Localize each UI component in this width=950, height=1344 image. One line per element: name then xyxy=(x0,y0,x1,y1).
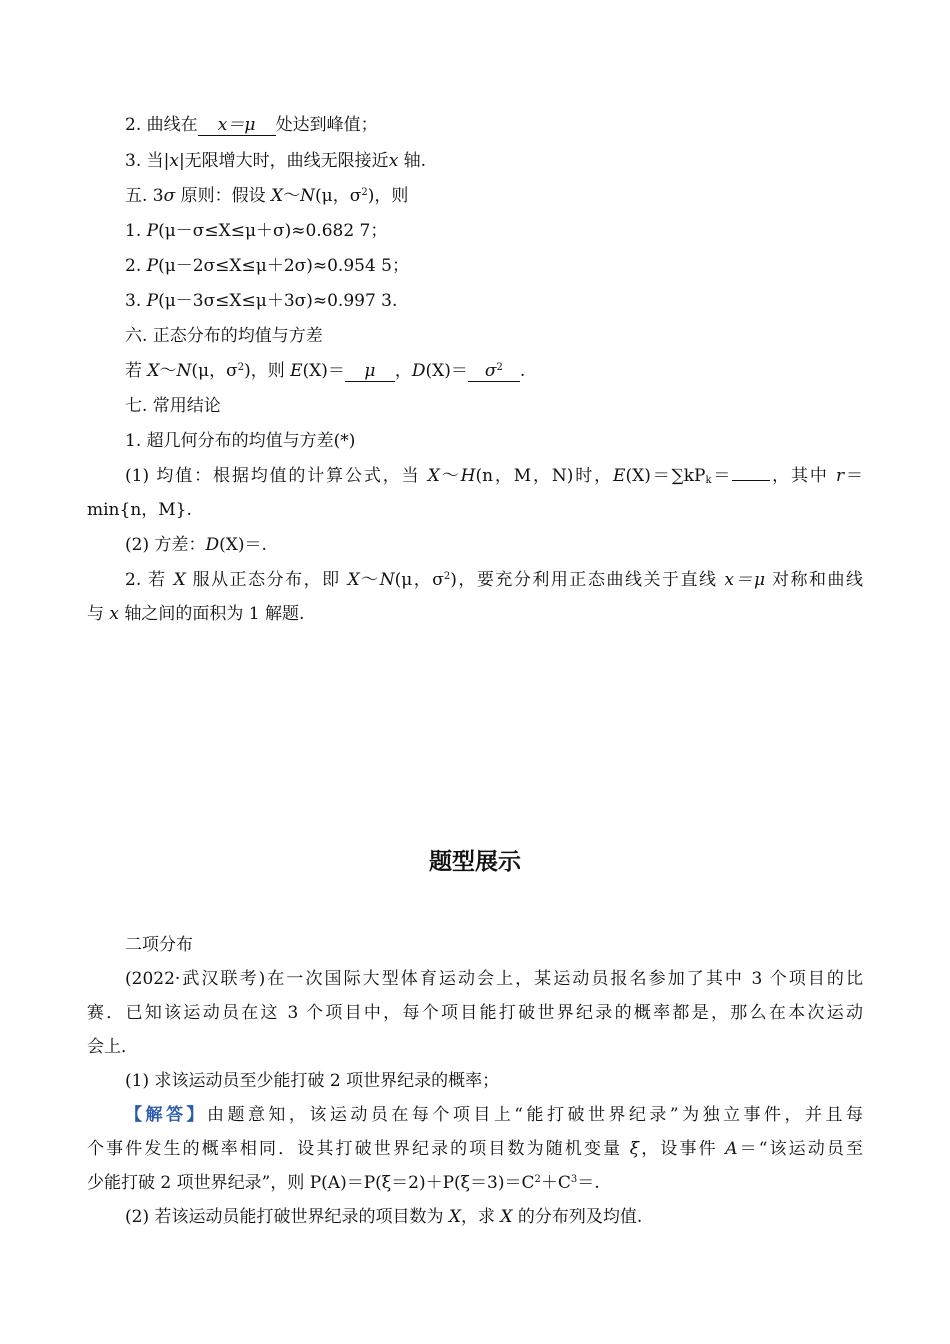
problem-stem-line-2: 赛．已知该运动员在这 3 个项目中，每个项目能打破世界纪录的概率都是，那么在本次运动 xyxy=(87,1003,863,1023)
variance-blank: $\sigma^2$ xyxy=(468,361,520,382)
answer-line-2: 个事件发生的概率相同．设其打破世界纪录的项目数为随机变量 ξ，设事件 A＝“该运动员至 xyxy=(87,1139,863,1159)
problem-topic: 二项分布 xyxy=(125,935,193,955)
three-sigma-heading: 五. 3σ 原则：假设 X～N(μ，$\sigma^2$)，则 xyxy=(125,186,409,206)
three-sigma-item-3: 3. P(μ－3σ≤X≤μ＋3σ)≈0.997 3. xyxy=(125,291,398,311)
normal-usage-line: 2. 若 X 服从正态分布，即 X～N(μ，$\sigma^2$)，要充分利用正态曲线关于直线 x＝μ 对称和曲线 xyxy=(125,570,864,590)
curve-peak-suffix: 处达到峰值； xyxy=(275,115,378,135)
answer-line-1: 【解答】由题意知，该运动员在每个项目上“能打破世界纪录”为独立事件，并且每 xyxy=(125,1105,864,1125)
question-2: (2) 若该运动员能打破世界纪录的项目数为 X，求 X 的分布列及均值. xyxy=(125,1207,643,1227)
three-sigma-item-2: 2. P(μ－2σ≤X≤μ＋2σ)≈0.954 5； xyxy=(125,256,410,276)
conclusions-heading: 七. 常用结论 xyxy=(125,396,221,416)
hypergeometric-heading: 1. 超几何分布的均值与方差(*) xyxy=(125,431,356,451)
hypergeometric-mean-line: (1) 均值：根据均值的计算公式，当 X～H(n，M，N)时，$E(X)=\sum kP_k=$ ，其中 r＝ xyxy=(125,466,864,486)
curve-peak-prefix: 2. 曲线在 xyxy=(125,115,198,135)
answer-tag: 【解答】 xyxy=(125,1105,207,1125)
curve-peak-line xyxy=(125,114,378,136)
section-title: 题型展示 xyxy=(429,849,521,875)
question-1: (1) 求该运动员至少能打破 2 项世界纪录的概率； xyxy=(125,1071,500,1091)
problem-stem-line-3: 会上． xyxy=(87,1037,138,1057)
hypergeometric-variance-line: (2) 方差：D(X)＝. xyxy=(125,535,267,555)
mean-blank: μ xyxy=(345,361,395,382)
curve-peak-blank: x＝μ xyxy=(198,115,276,136)
mean-variance-line: 若 X～N(μ，$\sigma^2$)，则 E(X)＝ μ ，$D(X)= \sigma^2$ . xyxy=(125,361,526,381)
curve-asymptote-line: 3. 当|x|无限增大时，曲线无限接近x 轴. xyxy=(125,151,427,171)
mean-variance-heading: 六. 正态分布的均值与方差 xyxy=(125,326,323,346)
answer-line-3: 少能打破 2 项世界纪录”，则 $P(A)=P(\xi=2)+P(\xi=3)=C^2+C^3=$. xyxy=(87,1173,600,1193)
hypergeometric-mean-cont: min{n，M}. xyxy=(87,500,192,520)
problem-stem-line-1: (2022·武汉联考)在一次国际大型体育运动会上，某运动员报名参加了其中 3 个项目的比 xyxy=(125,969,863,989)
three-sigma-item-1: 1. P(μ－σ≤X≤μ＋σ)≈0.682 7； xyxy=(125,221,388,241)
normal-usage-cont: 与 x 轴之间的面积为 1 解题. xyxy=(87,604,305,624)
hypergeometric-mean-blank xyxy=(732,480,770,481)
